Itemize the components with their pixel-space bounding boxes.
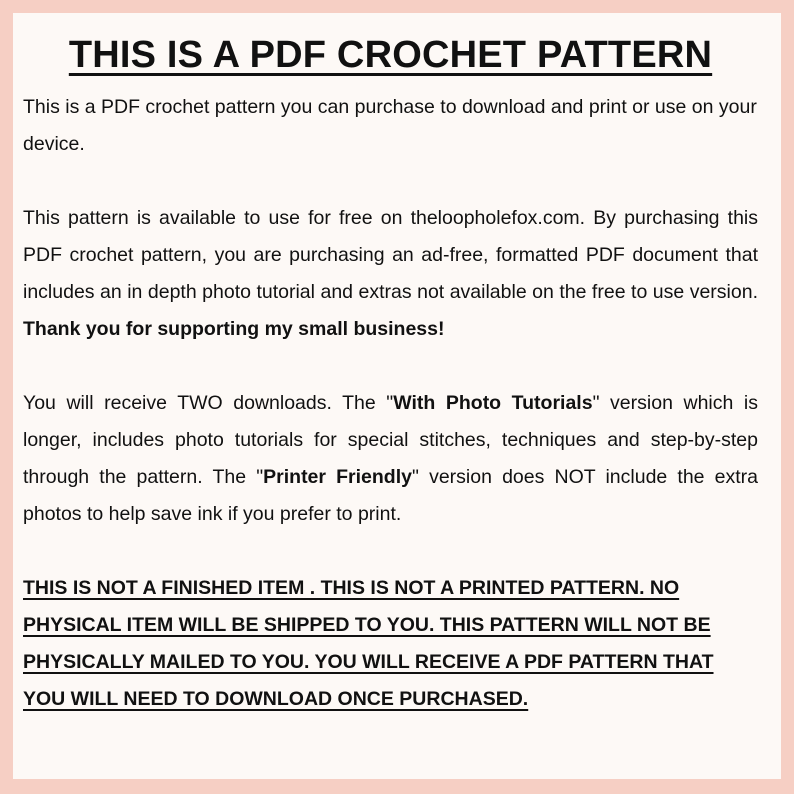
downloads-paragraph xyxy=(23,385,758,533)
downloads-text-2: " version which is longer, includes photo tutorials for special stitches, techniques and step-by-step through the pattern. The " xyxy=(23,392,758,488)
page-title: THIS IS A PDF CROCHET PATTERN xyxy=(68,34,713,76)
free-version-text: This pattern is available to use for free on theloopholefox.com. By purchasing this PDF crochet pattern, you are purchasing an ad-free, formatted PDF document that includes an in depth photo tutorial and extras not available on the free to use version. xyxy=(23,207,758,303)
printer-friendly-label: Printer Friendly xyxy=(263,466,412,488)
thank-you-text: Thank you for supporting my small business! xyxy=(23,318,445,340)
warning-notice: THIS IS NOT A FINISHED ITEM . THIS IS NOT A PRINTED PATTERN. NO PHYSICAL ITEM WILL BE SHIPPED TO YOU. THIS PATTERN WILL NOT BE PHYSICALLY MAILED TO YOU. YOU WILL RECEIVE A PDF PATTERN THAT YOU WILL NEED TO DOWNLOAD ONCE PURCHASED. xyxy=(23,577,714,710)
downloads-text-3: " version does NOT include the extra photos to help save ink if you prefer to print. xyxy=(23,466,759,525)
notice-card xyxy=(13,13,781,779)
intro-paragraph: This is a PDF crochet pattern you can purchase to download and print or use on your device. xyxy=(23,96,757,155)
photo-tutorials-label: With Photo Tutorials xyxy=(393,392,593,414)
free-version-paragraph xyxy=(23,200,758,348)
downloads-text-1: You will receive TWO downloads. The " xyxy=(23,392,394,414)
